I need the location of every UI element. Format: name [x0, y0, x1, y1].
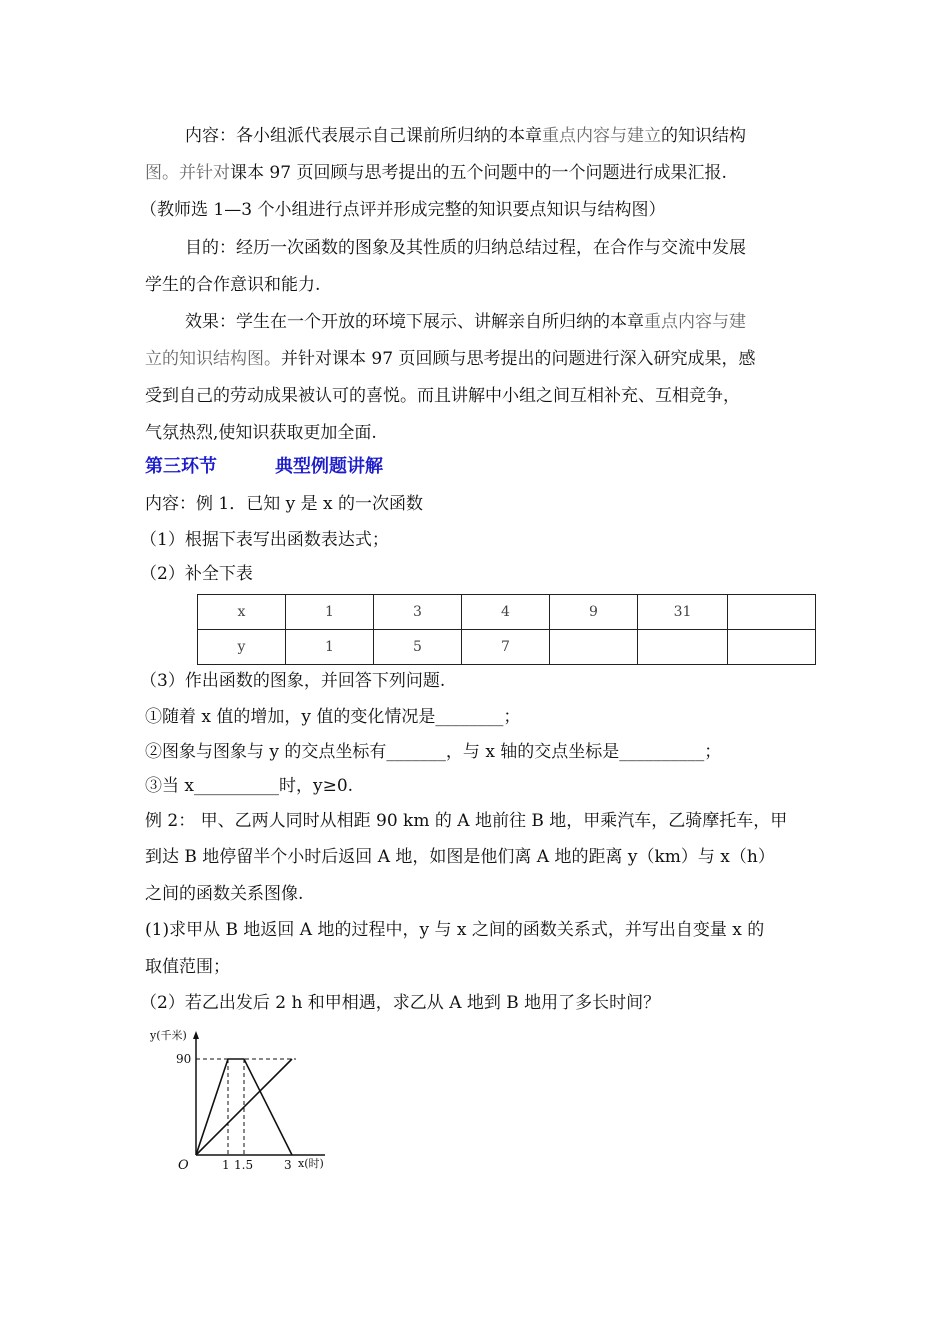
table-cell — [728, 630, 816, 665]
section-heading — [145, 456, 383, 478]
teacher-note: （教师选 1—3 个小组进行点评并形成完整的知识要点知识与结构图） — [140, 200, 666, 220]
table-cell — [550, 630, 638, 665]
example1-sub1: ①随着 x 值的增加，y 值的变化情况是________； — [145, 707, 521, 727]
table-cell: 1 — [286, 630, 374, 665]
x-tick-label: 1 — [222, 1158, 230, 1172]
example2-line-6: （2）若乙出发后 2 h 和甲相遇，求乙从 A 地到 B 地用了多长时间？ — [140, 993, 661, 1013]
table-row — [198, 595, 816, 630]
text: 效果：学生在一个开放的环境下展示、讲解亲自所归纳的本章 — [185, 312, 644, 332]
purpose-line-2: 学生的合作意识和能力. — [145, 275, 321, 295]
value-table — [197, 594, 816, 665]
section-heading-part2: 典型例题讲解 — [275, 456, 383, 477]
table-cell: y — [198, 630, 286, 665]
table-cell: 4 — [462, 595, 550, 630]
example1-sub3: ③当 x__________时，y≥0. — [145, 776, 354, 796]
example1-q3: （3）作出函数的图象，并回答下列问题. — [140, 671, 446, 691]
effect-line-3: 受到自己的劳动成果被认可的喜悦。而且讲解中小组之间互相补充、互相竞争， — [145, 386, 740, 406]
example1-q1: （1）根据下表写出函数表达式； — [140, 530, 389, 550]
distance-time-graph — [140, 1025, 350, 1180]
x-axis-label: x(时) — [298, 1157, 324, 1170]
effect-line-1 — [185, 311, 746, 333]
purpose-line-1: 目的：经历一次函数的图象及其性质的归纳总结过程，在合作与交流中发展 — [185, 238, 746, 258]
effect-line-4: 气氛热烈,使知识获取更加全面. — [145, 423, 377, 443]
table-cell: x — [198, 595, 286, 630]
example2-line-5: 取值范围； — [145, 957, 230, 977]
section-heading-part1: 第三环节 — [145, 456, 217, 477]
text-gray: 图。并针对 — [145, 163, 230, 183]
text: 课本 97 页回顾与思考提出的五个问题中的一个问题进行成果汇报. — [230, 163, 727, 183]
text-gray: 立的知识结构图。 — [145, 349, 281, 369]
example2-line-4: (1)求甲从 B 地返回 A 地的过程中，y 与 x 之间的函数关系式，并写出自变量 x 的 — [145, 920, 765, 940]
table-cell: 1 — [286, 595, 374, 630]
example2-line-3: 之间的函数关系图像. — [145, 884, 304, 904]
table-cell: 7 — [462, 630, 550, 665]
table-cell — [638, 630, 728, 665]
y-axis-label: y(千米) — [150, 1029, 187, 1042]
y-tick-label: 90 — [176, 1052, 192, 1066]
origin-label: O — [178, 1158, 189, 1173]
text-gray: 重点内容与建立 — [542, 126, 661, 146]
paragraph-content-line-1 — [185, 125, 746, 147]
example2-line-2: 到达 B 地停留半个小时后返回 A 地，如图是他们离 A 地的距离 y（km）与 x（h） — [145, 847, 775, 867]
table-cell: 5 — [374, 630, 462, 665]
table-cell: 9 — [550, 595, 638, 630]
example1-q2: （2）补全下表 — [140, 564, 253, 584]
y-axis-arrow-icon — [193, 1031, 199, 1039]
effect-line-2 — [145, 348, 755, 370]
text: 内容：各小组派代表展示自己课前所归纳的本章 — [185, 126, 542, 146]
text-gray: 重点内容与建 — [644, 312, 746, 332]
paragraph-content-line-2 — [145, 162, 727, 184]
text: 的知识结构 — [661, 126, 746, 146]
example1-intro: 内容：例 1．已知 y 是 x 的一次函数 — [145, 494, 424, 514]
table-cell: 3 — [374, 595, 462, 630]
example2-line-1: 例 2： 甲、乙两人同时从相距 90 km 的 A 地前往 B 地，甲乘汽车，乙骑摩托车，甲 — [145, 811, 788, 831]
x-tick-label: 3 — [284, 1158, 292, 1172]
table-row — [198, 630, 816, 665]
text: 并针对课本 97 页回顾与思考提出的问题进行深入研究成果，感 — [281, 349, 756, 369]
table-cell — [728, 595, 816, 630]
x-tick-label: 1.5 — [234, 1158, 254, 1172]
table-cell: 31 — [638, 595, 728, 630]
example1-sub2: ②图象与图象与 y 的交点坐标有_______，与 x 轴的交点坐标是__________； — [145, 742, 722, 762]
